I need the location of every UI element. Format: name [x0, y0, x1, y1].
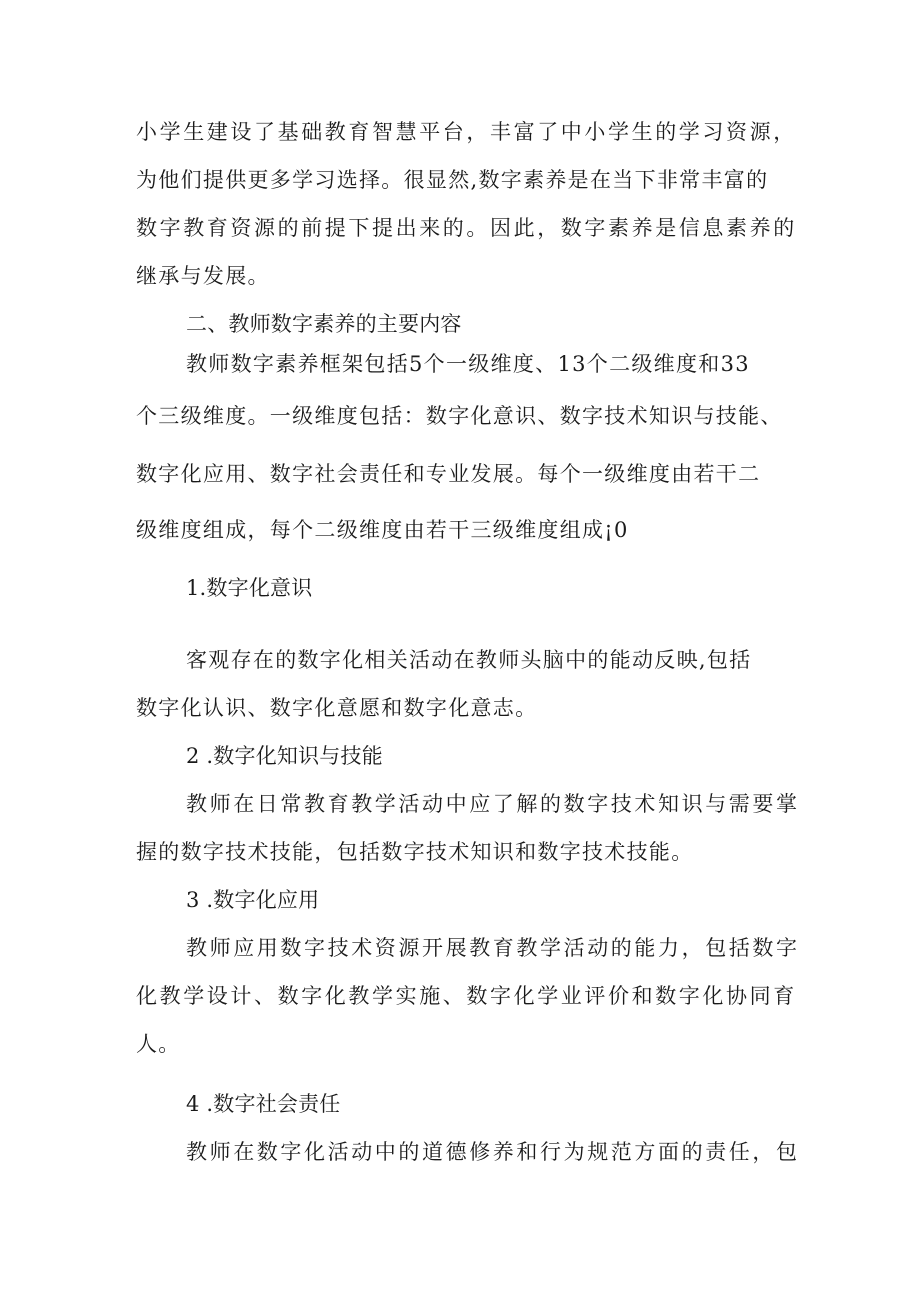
intro-line-2: 为他们提供更多学习选择。很显然,数字素养是在当下非常丰富的 [136, 168, 769, 192]
item-1-line-1: 客观存在的数字化相关活动在教师头脑中的能动反映,包括 [186, 648, 752, 672]
item-2-title: 2 .数字化知识与技能 [186, 744, 383, 768]
item-1-line-2: 数字化认识、数字化意愿和数字化意志。 [136, 696, 538, 720]
intro-line-1: 小学生建设了基础教育智慧平台，丰富了中小学生的学习资源， [136, 120, 797, 144]
item-3-title: 3 .数字化应用 [186, 888, 320, 912]
framework-line-2: 个三级维度。一级维度包括：数字化意识、数字技术知识与技能、 [136, 404, 783, 428]
framework-line-1: 教师数字素养框架包括5个一级维度、13个二级维度和33 [186, 352, 750, 376]
item-4-title: 4 .数字社会责任 [186, 1092, 341, 1116]
item-2-line-2: 握的数字技术技能，包括数字技术知识和数字技术技能。 [136, 840, 694, 864]
item-3-line-1: 教师应用数字技术资源开展教育教学活动的能力，包括数字 [186, 936, 800, 960]
intro-line-4: 继承与发展。 [136, 264, 270, 288]
intro-line-3: 数字教育资源的前提下提出来的。因此，数字素养是信息素养的 [136, 216, 797, 240]
framework-line-3: 数字化应用、数字社会责任和专业发展。每个一级维度由若干二 [136, 462, 761, 486]
item-3-line-2: 化教学设计、数字化教学实施、数字化学业评价和数字化协同育 [136, 984, 797, 1008]
item-1-title: 1.数字化意识 [186, 576, 313, 600]
framework-line-4: 级维度组成，每个二级维度由若干三级维度组成¡0 [136, 518, 629, 542]
item-2-line-1: 教师在日常教育教学活动中应了解的数字技术知识与需要掌 [186, 792, 800, 816]
item-3-line-3: 人。 [136, 1032, 181, 1056]
item-4-line-1: 教师在数字化活动中的道德修养和行为规范方面的责任，包 [186, 1140, 800, 1164]
section-heading: 二、教师数字素养的主要内容 [186, 312, 462, 336]
